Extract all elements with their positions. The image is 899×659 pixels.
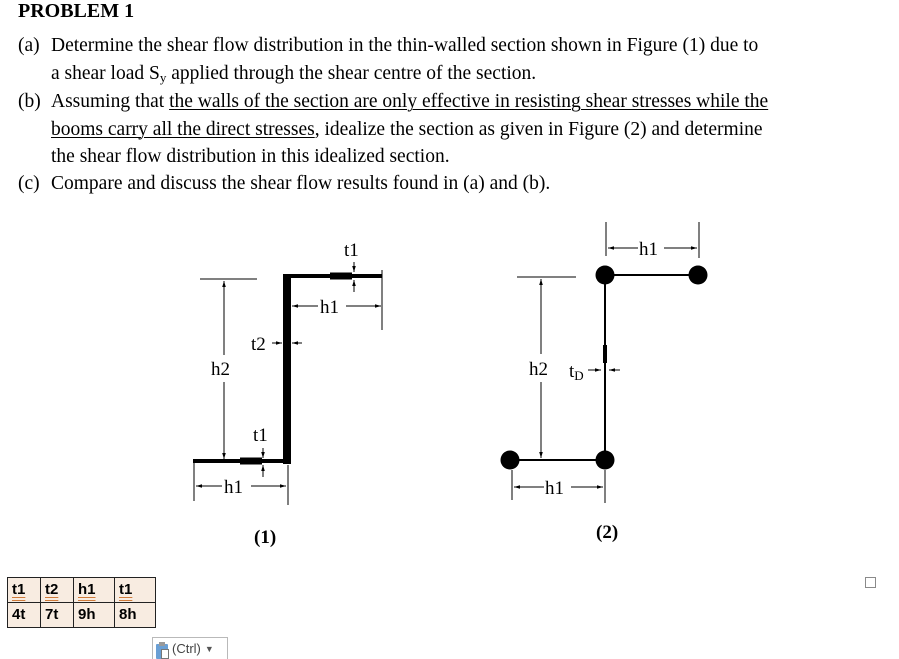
fig2-label-h1-top: h1 bbox=[639, 239, 658, 260]
pasted-table[interactable] bbox=[7, 577, 156, 628]
fig1-label-h2: h2 bbox=[211, 359, 230, 380]
fig2-caption: (2) bbox=[596, 522, 619, 543]
part-b-underlined-1: the walls of the section are only effective in resisting shear stresses while the bbox=[169, 91, 769, 112]
chevron-down-icon: ▼ bbox=[204, 643, 214, 654]
fig2-label-h1-bottom: h1 bbox=[545, 478, 564, 499]
fig1-label-t2: t2 bbox=[251, 334, 266, 355]
fig2-label-tD: tD bbox=[569, 361, 584, 383]
figure-1-z-section bbox=[193, 240, 382, 548]
problem-title: PROBLEM 1 bbox=[18, 0, 135, 22]
subscript-y: y bbox=[159, 69, 167, 85]
pasted-table-header-row bbox=[8, 578, 156, 603]
boom-bottom-left bbox=[501, 451, 520, 470]
boom-bottom-right bbox=[596, 451, 615, 470]
part-b-underlined-2: booms carry all the direct stresses bbox=[51, 118, 315, 140]
table-value-cell[interactable]: 9h bbox=[74, 603, 115, 628]
fig2-label-h2: h2 bbox=[529, 359, 548, 380]
fig1-label-h1-bottom: h1 bbox=[224, 477, 243, 498]
part-b-line-3: the shear flow distribution in this idealized section. bbox=[51, 146, 450, 167]
clipboard-paste-icon bbox=[156, 642, 170, 659]
fig1-caption: (1) bbox=[254, 527, 277, 548]
part-c-label: (c) bbox=[18, 173, 40, 194]
part-a-line-2-pre: a shear load S bbox=[51, 62, 160, 84]
fig1-label-t1-top: t1 bbox=[344, 240, 359, 261]
pasted-table-value-row bbox=[8, 603, 156, 628]
part-a-line-2-post: applied through the shear centre of the section. bbox=[166, 62, 537, 84]
table-header-cell[interactable]: t1 bbox=[8, 578, 41, 603]
part-c-line-1: Compare and discuss the shear flow results found in (a) and (b). bbox=[51, 173, 551, 194]
table-header-cell[interactable]: t1 bbox=[115, 578, 156, 603]
part-b-label: (b) bbox=[18, 91, 41, 112]
paste-options-button[interactable] bbox=[152, 637, 228, 659]
fig1-label-h1-top: h1 bbox=[320, 297, 339, 318]
part-b-line-1-pre: Assuming that bbox=[51, 91, 170, 112]
table-header-cell[interactable]: t2 bbox=[41, 578, 74, 603]
figure-2-idealized-section bbox=[501, 222, 708, 543]
table-value-cell[interactable]: 4t bbox=[8, 603, 41, 628]
object-resize-handle[interactable] bbox=[865, 577, 876, 588]
boom-top-left bbox=[596, 266, 615, 285]
boom-top-right bbox=[689, 266, 708, 285]
paste-options-label: (Ctrl) bbox=[172, 641, 201, 656]
fig1-label-t1-bottom: t1 bbox=[253, 425, 268, 446]
part-a-line-1: Determine the shear flow distribution in the thin-walled section shown in Figure (1) due to bbox=[51, 35, 759, 56]
table-header-cell[interactable]: h1 bbox=[74, 578, 115, 603]
part-b-line-2-post: , idealize the section as given in Figure (2) and determine bbox=[314, 118, 763, 140]
part-a-label: (a) bbox=[18, 35, 40, 56]
table-value-cell[interactable]: 8h bbox=[115, 603, 156, 628]
table-value-cell[interactable]: 7t bbox=[41, 603, 74, 628]
